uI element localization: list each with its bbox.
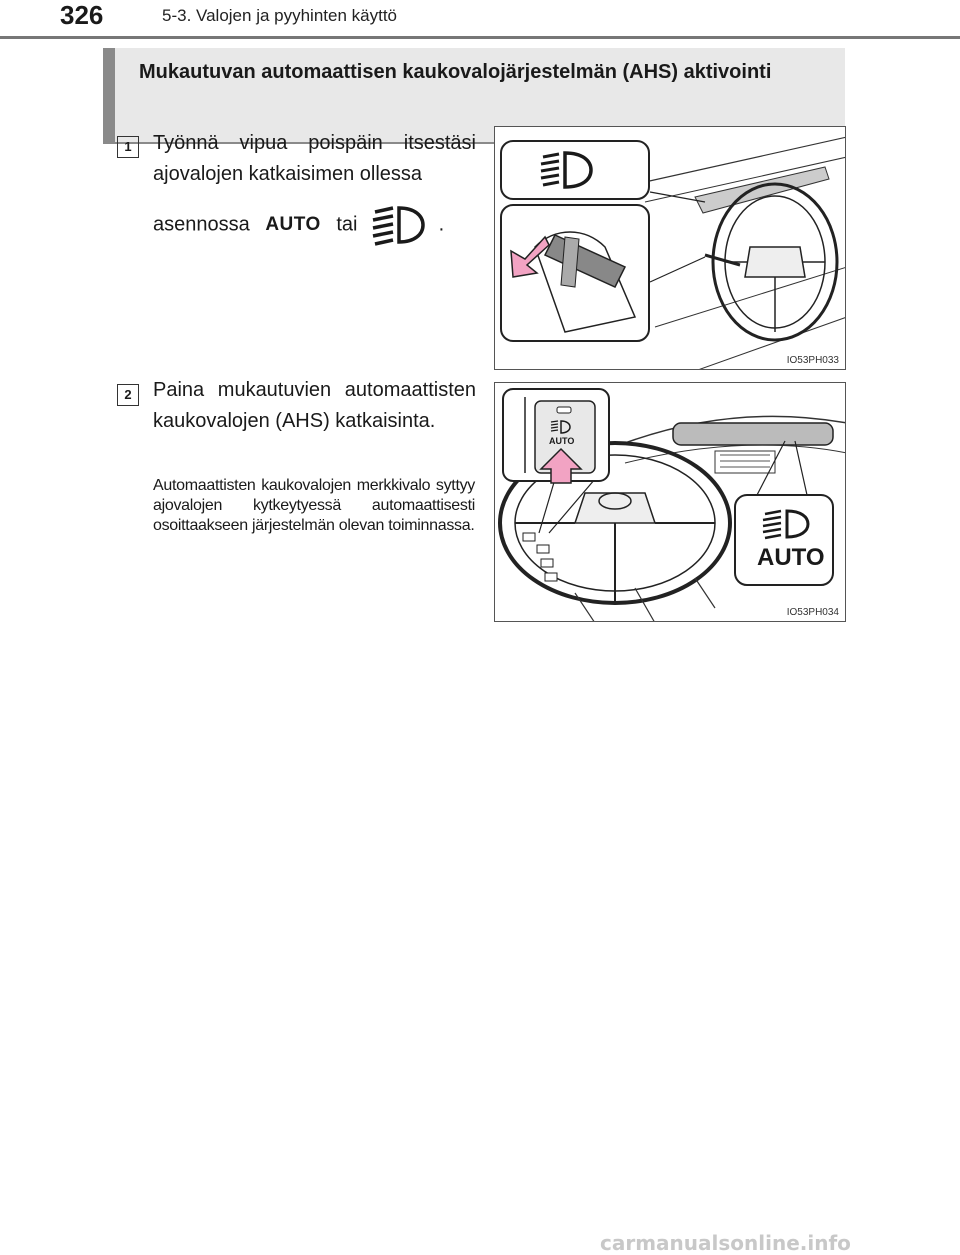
- figure-2-drawing: [495, 383, 846, 622]
- step-1-prefix: asennossa: [153, 213, 250, 236]
- watermark: carmanualsonline.info: [600, 1231, 851, 1255]
- figure-1-drawing: [495, 127, 846, 370]
- header-rule: [0, 36, 960, 39]
- step-number-2: 2: [117, 384, 139, 406]
- figure-1-code: IO53PH033: [786, 355, 839, 366]
- indicator-auto-label: AUTO: [757, 544, 825, 571]
- auto-label: AUTO: [265, 214, 321, 236]
- step-1-line-1: Työnnä vipua poispäin itsestäsi ajovalojen katkaisimen ollessa: [153, 132, 476, 185]
- step-1-suffix: .: [438, 213, 445, 236]
- step-number-1: 1: [117, 136, 139, 158]
- headlight-beam-icon: [369, 204, 427, 246]
- figure-lever-push: [494, 126, 846, 370]
- step-1-text: [153, 128, 476, 246]
- page-number: 326: [60, 0, 104, 30]
- switch-auto-label: AUTO: [549, 436, 575, 446]
- step-1-middle: tai: [336, 213, 358, 236]
- chapter-title: 5-3. Valojen ja pyyhinten käyttö: [162, 6, 397, 25]
- section-title: Mukautuvan automaattisen kaukovalojärjestelmän (AHS) aktivointi: [139, 61, 772, 83]
- step-2-note: Automaattisten kaukovalojen merkkivalo syttyy ajovalojen kytkeytyessä automaattisesti osoittaakseen järjestelmän olevan toiminnassa.: [153, 477, 475, 534]
- figure-ahs-switch: [494, 382, 846, 622]
- step-2-text: Paina mukautuvien automaattisten kaukovalojen (AHS) katkaisinta.: [153, 379, 476, 432]
- figure-2-code: IO53PH034: [786, 607, 839, 618]
